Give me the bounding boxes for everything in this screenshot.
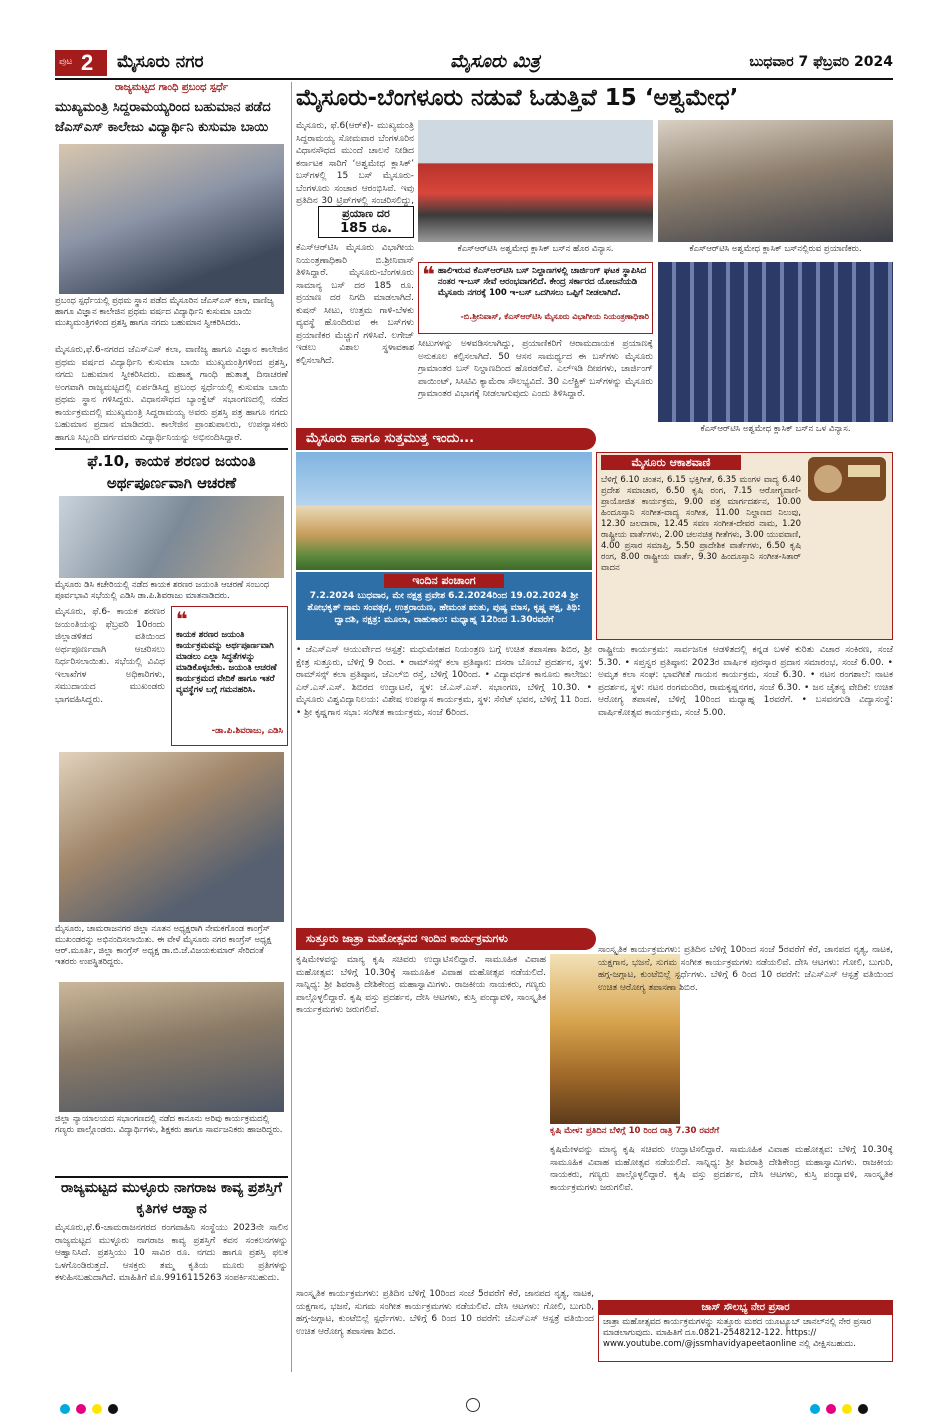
jayanthi-quote: ಕಾಯಕ ಶರಣರ ಜಯಂತಿ ಕಾರ್ಯಕ್ರಮವನ್ನು ಅರ್ಥಪೂರ್ಣವಾಗಿ ಮಾಡಲು ಎಲ್ಲಾ ಸಿದ್ಧತೆಗಳನ್ನು ಮಾಡಿಕೊಳ್ಳಬೇಕು. ಜಯಂತಿ ಆಚರಣೆ ಕಾರ್ಯಕ್ರಮದ ವೇದಿಕೆ ಹಾಗೂ ಇತರೆ ವ್ಯವಸ್ಥೆಗಳ ಬಗ್ಗೆ ಗಮನಹರಿಸಿ.	[176, 630, 277, 695]
story-headline: ಮುಖ್ಯಮಂತ್ರಿ ಸಿದ್ದರಾಮಯ್ಯರಿಂದ ಬಹುಮಾನ ಪಡೆದ ಜೆಎಸ್‌ಎಸ್ ಕಾಲೇಜು ವಿದ್ಯಾರ್ಥಿನಿ ಕುಸುಮಾ ಬಾಯಿ	[55, 100, 271, 135]
suttur-tail: ಸಾಂಸ್ಕೃತಿಕ ಕಾರ್ಯಕ್ರಮಗಳು: ಪ್ರತಿದಿನ ಬೆಳಿಗ್ಗೆ 10ರಿಂದ ಸಂಜೆ 5ರವರೆಗೆ ಕೆರೆ, ಜಾನಪದ ನೃತ್ಯ, ನಾಟಕ, ಯಕ್ಷಗಾನ, ಭಜನೆ, ಸುಗಮ ಸಂಗೀತ ಕಾರ್ಯಕ್ರಮಗಳು ನಡೆಯಲಿವೆ. ದೇಸಿ ಆಟಗಳು: ಗೋಲಿ, ಬುಗುರಿ, ಹಗ್ಗ-ಜಗ್ಗಾಟ, ಕುಂಟೆಬಿಲ್ಲೆ ಸ್ಪರ್ಧೆಗಳು. ಬೆಳಿಗ್ಗೆ 6 ರಿಂದ 10 ರವರೆಗೆ: ಜೆಎಸ್‌ಎಸ್ ಆಸ್ಪತ್ರೆ ವತಿಯಿಂದ ಉಚಿತ ಆರೋಗ್ಯ ತಪಾಸಣಾ ಶಿಬಿರ.	[296, 1289, 594, 1337]
poetry-headline: ರಾಜ್ಯಮಟ್ಟದ ಮುಳ್ಳೂರು ನಾಗರಾಜ ಕಾವ್ಯ ಪ್ರಶಸ್ತಿಗೆ ಕೃತಿಗಳ ಆಹ್ವಾನ	[55, 1176, 288, 1220]
magenta-mark-icon	[826, 1404, 836, 1414]
live-stream-title: ಜಾಸ್ ಸೌಲಭ್ಯ ನೇರ ಪ್ರಸಾರ	[599, 1301, 892, 1315]
magenta-mark-icon	[76, 1404, 86, 1414]
poetry-body: ಮೈಸೂರು,ಫೆ.6-ಚಾಮರಾಜನಗರದ ರಂಗವಾಹಿನಿ ಸಂಸ್ಥೆಯು 2023ನೇ ಸಾಲಿನ ರಾಜ್ಯಮಟ್ಟದ ಮುಳ್ಳೂರು ನಾಗರಾಜ ಕಾವ್ಯ ಪ್ರಶಸ್ತಿಗೆ ಕವನ ಸಂಕಲನಗಳನ್ನು ಆಹ್ವಾನಿಸಿದೆ. ಪ್ರಶಸ್ತಿಯು 10 ಸಾವಿರ ರೂ. ನಗದು ಹಾಗೂ ಪ್ರಶಸ್ತಿ ಫಲಕ ಒಳಗೊಂಡಿರುತ್ತದೆ. ಆಸಕ್ತರು ತಮ್ಮ ಕೃತಿಯ ಮೂರು ಪ್ರತಿಗಳನ್ನು ಕಳುಹಿಸಬಹುದಾಗಿದೆ. ಮಾಹಿತಿಗೆ ಮೊ.9916115263 ಸಂಪರ್ಕಿಸಬಹುದು.	[55, 1223, 288, 1283]
live-stream-box	[598, 1300, 893, 1362]
masthead-rule	[55, 78, 893, 80]
left-column	[55, 82, 288, 1372]
congress-caption: ಮೈಸೂರು, ಚಾಮರಾಜನಗರ ಜಿಲ್ಲಾ ನೂತನ ಅಧ್ಯಕ್ಷರಾಗಿ ನೇಮಕಗೊಂಡ ಕಾಂಗ್ರೆಸ್ ಮುಖಂಡರನ್ನು ಅಭಿನಂದಿಸಲಾಯಿತು. ಈ ವೇಳೆ ಮೈಸೂರು ನಗರ ಕಾಂಗ್ರೆಸ್ ಅಧ್ಯಕ್ಷ ಆರ್.ಮೂರ್ತಿ, ಜಿಲ್ಲಾ ಕಾಂಗ್ರೆಸ್ ಅಧ್ಯಕ್ಷ ಡಾ.ಬಿ.ಜೆ.ವಿಜಯಕುಮಾರ್ ಸೇರಿದಂತೆ ಇತರರು ಉಪಸ್ಥಿತರಿದ್ದರು.	[55, 924, 272, 967]
bus-interior-photo	[658, 262, 893, 422]
yellow-mark-icon	[92, 1404, 102, 1414]
black-mark-icon	[858, 1404, 868, 1414]
column-divider	[291, 82, 292, 1372]
bus-interior-caption: ಕೆಎಸ್‌ಆರ್‌ಟಿಸಿ ಅಶ್ವಮೇಧ ಕ್ಲಾಸಿಕ್ ಬಸ್‌ನ ಒಳ ವಿನ್ಯಾಸ.	[700, 424, 851, 434]
cyan-mark-icon	[810, 1404, 820, 1414]
bus-passengers-caption: ಕೆಎಸ್‌ಆರ್‌ಟಿಸಿ ಅಶ್ವಮೇಧ ಕ್ಲಾಸಿಕ್ ಬಸ್‌ನಲ್ಲಿರುವ ಪ್ರಯಾಣಿಕರು.	[689, 244, 862, 254]
radio-schedule: ಬೆಳಿಗ್ಗೆ 6.10 ಚಿಂತನ, 6.15 ಭಕ್ತಿಗೀತೆ, 6.35 ಮಂಗಳ ವಾದ್ಯ 6.40 ಪ್ರದೇಶ ಸಮಾಚಾರ, 6.50 ಕೃಷಿ ರಂಗ, 7.15 ಆರೋಗ್ಯವಾಣಿ-ಪ್ರಾಯೋಜಿತ ಕಾರ್ಯಕ್ರಮ, 9.00 ಪತ್ರ ಮಾರ್ಗದರ್ಶನ, 10.00 ಹಿಂದೂಸ್ತಾನಿ ಸಂಗೀತ-ವಾದ್ಯ ಸಂಗೀತ, 11.00 ನಿಲ್ದಾಣದ ನಿಲುವು, 12.30 ಜಲದಾರಾ, 12.45 ಸವಣ ಸಂಗೀತ-ದೇವರ ನಾಮ, 1.20 ರಾಷ್ಟ್ರೀಯ ವಾರ್ತೆಗಳು, 2.00 ಚಲನಚಿತ್ರ ಗೀತೆಗಳು, 3.00 ಯುವವಾಣಿ, 4.00 ಪ್ರಸಾರ ಸಮಾಪ್ತಿ, 5.50 ಪ್ರಾದೇಶಿಕ ವಾರ್ತೆಗಳು, 6.50 ಕೃಷಿ ರಂಗ, 8.00 ರಾಷ್ಟ್ರೀಯ ವಾರ್ತೆ, 9.30 ಹಿಂದೂಸ್ತಾನಿ ಸಂಗೀತ-ಸಿತಾರ್ ವಾದನ	[601, 475, 801, 573]
suttur-body: ಕೃಷಿಮೇಳವನ್ನು ಮಾನ್ಯ ಕೃಷಿ ಸಚಿವರು ಉದ್ಘಾಟಿಸಲಿದ್ದಾರೆ. ಸಾಮೂಹಿಕ ವಿವಾಹ ಮಹೋತ್ಸವ: ಬೆಳಿಗ್ಗೆ 10.30ಕ್ಕೆ ಸಾಮೂಹಿಕ ವಿವಾಹ ಮಹೋತ್ಸವ ನಡೆಯಲಿದೆ. ಸಾನ್ನಿಧ್ಯ: ಶ್ರೀ ಶಿವರಾತ್ರಿ ದೇಶಿಕೇಂದ್ರ ಮಹಾಸ್ವಾಮಿಗಳು. ರಾಜಕೀಯ ನಾಯಕರು, ಗಣ್ಯರು ಪಾಲ್ಗೊಳ್ಳಲಿದ್ದಾರೆ. ಕೃಷಿ ವಸ್ತು ಪ್ರದರ್ಶನ, ದೇಸಿ ಆಟಗಳು, ಕುಸ್ತಿ ಪಂದ್ಯಾವಳಿ, ಸಾಂಸ್ಕೃತಿಕ ಕಾರ್ಯಕ್ರಮಗಳು ಜರುಗಲಿವೆ.	[296, 955, 546, 1015]
meeting-caption: ಮೈಸೂರು ಡಿಸಿ ಕಚೇರಿಯಲ್ಲಿ ನಡೆದ ಕಾಯಕ ಶರಣರ ಜಯಂತಿ ಆಚರಣೆ ಸಂಬಂಧ ಪೂರ್ವಭಾವಿ ಸಭೆಯಲ್ಲಿ ಎಡಿಸಿ ಡಾ.ಪಿ.ಶಿವರಾಜು ಮಾತನಾಡಿದರು.	[55, 580, 270, 601]
award-photo	[59, 144, 284, 294]
award-caption: ಪ್ರಬಂಧ ಸ್ಪರ್ಧೆಯಲ್ಲಿ ಪ್ರಥಮ ಸ್ಥಾನ ಪಡೆದ ಮೈಸೂರಿನ ಜೆಎಸ್‌ಎಸ್ ಕಲಾ, ವಾಣಿಜ್ಯ ಹಾಗೂ ವಿಜ್ಞಾನ ಕಾಲೇಜಿನ ಪ್ರಥಮ ವರ್ಷದ ವಿದ್ಯಾರ್ಥಿನಿ ಕುಸುಮಾ ಬಾಯಿ ಮುಖ್ಯಮಂತ್ರಿಗಳಿಂದ ಪ್ರಶಸ್ತಿ ಹಾಗೂ ನಗದು ಬಹುಮಾನ ಸ್ವೀಕರಿಸಿದರು.	[55, 296, 274, 328]
suttur-body-3: ಕೃಷಿಮೇಳವನ್ನು ಮಾನ್ಯ ಕೃಷಿ ಸಚಿವರು ಉದ್ಘಾಟಿಸಲಿದ್ದಾರೆ. ಸಾಮೂಹಿಕ ವಿವಾಹ ಮಹೋತ್ಸವ: ಬೆಳಿಗ್ಗೆ 10.30ಕ್ಕೆ ಸಾಮೂಹಿಕ ವಿವಾಹ ಮಹೋತ್ಸವ ನಡೆಯಲಿದೆ. ಸಾನ್ನಿಧ್ಯ: ಶ್ರೀ ಶಿವರಾತ್ರಿ ದೇಶಿಕೇಂದ್ರ ಮಹಾಸ್ವಾಮಿಗಳು. ರಾಜಕೀಯ ನಾಯಕರು, ಗಣ್ಯರು ಪಾಲ್ಗೊಳ್ಳಲಿದ್ದಾರೆ. ಕೃಷಿ ವಸ್ತು ಪ್ರದರ್ಶನ, ದೇಸಿ ಆಟಗಳು, ಕುಸ್ತಿ ಪಂದ್ಯಾವಳಿ, ಸಾಂಸ್ಕೃತಿಕ ಕಾರ್ಯಕ್ರಮಗಳು ಜರುಗಲಿವೆ.	[550, 1145, 893, 1193]
registration-marks-bottom-left	[60, 1404, 130, 1414]
live-stream-text[interactable]: ಜಾತ್ರಾ ಮಹೋತ್ಸವದ ಕಾರ್ಯಕ್ರಮಗಳನ್ನು ಸುತ್ತೂರು ಮಠದ ಯೂಟ್ಯೂಬ್ ಚಾನಲ್‌ನಲ್ಲಿ ನೇರ ಪ್ರಸಾರ ಮಾಡಲಾಗುವುದು. ಮಾಹಿತಿಗೆ ದೂ.0821-2548212-122. https:// www.youtube.com/@jssmhavidyapeetaonline ನಲ್ಲಿ ವೀಕ್ಷಿಸಬಹುದು.	[603, 1317, 872, 1349]
around-today-header	[296, 428, 596, 450]
quote-mark-icon: ❝	[422, 263, 435, 288]
black-mark-icon	[108, 1404, 118, 1414]
suttur-krishi-mela: ಕೃಷಿ ಮೇಳ: ಪ್ರತಿದಿನ ಬೆಳಿಗ್ಗೆ 10 ರಿಂದ ರಾತ್ರಿ 7.30 ರವರೆಗೆ	[550, 1126, 720, 1136]
bus-exterior-photo	[418, 120, 653, 242]
fare-value: 185 ರೂ.	[340, 221, 392, 236]
panchanga-box	[296, 572, 592, 640]
suttur-body-2: ಸಾಂಸ್ಕೃತಿಕ ಕಾರ್ಯಕ್ರಮಗಳು: ಪ್ರತಿದಿನ ಬೆಳಿಗ್ಗೆ 10ರಿಂದ ಸಂಜೆ 5ರವರೆಗೆ ಕೆರೆ, ಜಾನಪದ ನೃತ್ಯ, ನಾಟಕ, ಯಕ್ಷಗಾನ, ಭಜನೆ, ಸುಗಮ ಸಂಗೀತ ಕಾರ್ಯಕ್ರಮಗಳು ನಡೆಯಲಿವೆ. ದೇಸಿ ಆಟಗಳು: ಗೋಲಿ, ಬುಗುರಿ, ಹಗ್ಗ-ಜಗ್ಗಾಟ, ಕುಂಟೆಬಿಲ್ಲೆ ಸ್ಪರ್ಧೆಗಳು. ಬೆಳಿಗ್ಗೆ 6 ರಿಂದ 10 ರವರೆಗೆ: ಜೆಎಸ್‌ಎಸ್ ಆಸ್ಪತ್ರೆ ವತಿಯಿಂದ ಉಚಿತ ಆರೋಗ್ಯ ತಪಾಸಣಾ ಶಿಬಿರ.	[598, 945, 893, 993]
jayanthi-quote-by: -ಡಾ.ಪಿ.ಶಿವರಾಜು, ಎಡಿಸಿ	[211, 726, 283, 736]
registration-marks-bottom-right	[810, 1404, 880, 1414]
fare-box	[318, 206, 414, 238]
lead-body-2: ಕೆಎಸ್ಆರ್‌ಟಿಸಿ ಮೈಸೂರು ವಿಭಾಗೀಯ ನಿಯಂತ್ರಣಾಧಿಕಾರಿ ಬಿ.ಶ್ರೀನಿವಾಸ್ ತಿಳಿಸಿದ್ದಾರೆ. ಮೈಸೂರು-ಬೆಂಗಳೂರು ಸಾಮಾನ್ಯ ಬಸ್ ದರ 185 ರೂ. ಪ್ರಯಾಣ ದರ ನಿಗದಿ ಮಾಡಲಾಗಿದೆ. ಕುಷನ್ ಸೀಟು, ಉತ್ತಮ ಗಾಳಿ-ಬೆಳಕು ವ್ಯವಸ್ಥೆ ಹೊಂದಿರುವ ಈ ಬಸ್‌ಗಳು ಪ್ರಯಾಣಿಕರ ಮೆಚ್ಚುಗೆ ಗಳಿಸಿವೆ. ಲಗೇಜ್ ಇಡಲು ವಿಶಾಲ ಸ್ಥಳಾವಕಾಶ ಕಲ್ಪಿಸಲಾಗಿದೆ.	[296, 243, 414, 366]
lead-quote: ಹಾಲಿಇರುವ ಕೆಎಸ್‌ಆರ್‌ಟಿಸಿ ಬಸ್ ನಿಲ್ದಾಣಗಳಲ್ಲಿ ಚಾರ್ಜಿಂಗ್ ಘಟಕ ಸ್ಥಾಪಿಸಿದ ನಂತರ ಇ-ಬಸ್ ಸೇವೆ ಆರಂಭವಾಗಲಿದೆ. ಕೇಂದ್ರ ಸರ್ಕಾರದ ಯೋಜನೆಯಡಿ ಮೈಸೂರು ನಗರಕ್ಕೆ 100 ಇ-ಬಸ್ ಒದಗಿಸಲು ಒಪ್ಪಿಗೆ ನೀಡಲಾಗಿದೆ.	[437, 266, 647, 298]
radio-title: ಮೈಸೂರು ಆಕಾಶವಾಣಿ	[601, 455, 741, 470]
page-number: 2	[81, 50, 94, 75]
radio-icon	[808, 457, 886, 501]
lead-quote-box	[418, 262, 653, 334]
meeting-photo	[59, 496, 284, 578]
issue-date: ಬುಧವಾರ 7 ಫೆಬ್ರವರಿ 2024	[749, 54, 893, 70]
fare-label: ಪ್ರಯಾಣ ದರ	[342, 207, 390, 220]
registration-mark-bottom-center	[466, 1398, 480, 1412]
lead-body: ಮೈಸೂರು, ಫೆ.6(ಆರ್‌ಕೆ)- ಮುಖ್ಯಮಂತ್ರಿ ಸಿದ್ದರಾಮಯ್ಯ ಸೋಮವಾರ ಬೆಂಗಳೂರಿನ ವಿಧಾನಸೌಧದ ಮುಂದೆ ಚಾಲನೆ ನೀಡಿದ ಕರ್ನಾಟಕ ಸಾರಿಗೆ ‘ಅಶ್ವಮೇಧ ಕ್ಲಾಸಿಕ್’ ಬಸ್‌ಗಳಲ್ಲಿ 15 ಬಸ್ ಮೈಸೂರು-ಬೆಂಗಳೂರು ಸಂಚಾರ ಆರಂಭಿಸಿವೆ. ಇವು ಪ್ರತಿದಿನ 30 ಟ್ರಿಪ್‌ಗಳಲ್ಲಿ ಸಂಚರಿಸಲಿದ್ದು,	[296, 121, 414, 206]
jayanthi-quote-box	[171, 606, 288, 746]
quote-mark-icon: ❝	[176, 607, 188, 631]
page-number-badge	[55, 50, 107, 76]
around-today-title: ಮೈಸೂರು ಹಾಗೂ ಸುತ್ತಮುತ್ತ ಇಂದು...	[306, 431, 475, 446]
events-list: • ಜೆಎಸ್‌ಎಸ್ ಆಯುರ್ವೇದ ಆಸ್ಪತ್ರೆ: ಮಧುಮೇಹದ ನಿಯಂತ್ರಣ ಬಗ್ಗೆ ಉಚಿತ ತಪಾಸಣಾ ಶಿಬಿರ, ಶ್ರೀ ಕ್ಷೇತ್ರ ಸುತ್ತೂರು, ಬೆಳಿಗ್ಗೆ 9 ರಿಂದ. • ರಾಮ್‌ಸನ್ಸ್ ಕಲಾ ಪ್ರತಿಷ್ಠಾನ: ದಸರಾ ಬೊಂಬೆ ಪ್ರದರ್ಶನ, ಸ್ಥಳ: ರಾಮ್‌ಸನ್ಸ್ ಕಲಾ ಪ್ರತಿಷ್ಠಾನ, ಜೆಎಲ್‌ಬಿ ರಸ್ತೆ, ಬೆಳಿಗ್ಗೆ 10ರಿಂದ. • ವಿದ್ಯಾವರ್ಧಕ ಕಾನೂನು ಕಾಲೇಜು: ಎನ್.ಎಸ್.ಎಸ್. ಶಿಬಿರದ ಉದ್ಘಾಟನೆ, ಸ್ಥಳ: ಜೆ.ಎಸ್.ಎಸ್. ಸಭಾಂಗಣ, ಬೆಳಿಗ್ಗೆ 10.30. • ಮೈಸೂರು ವಿಶ್ವವಿದ್ಯಾನಿಲಯ: ವಿಶೇಷ ಉಪನ್ಯಾಸ ಕಾರ್ಯಕ್ರಮ, ಸ್ಥಳ: ಸೆನೆಟ್ ಭವನ, ಬೆಳಿಗ್ಗೆ 11 ರಿಂದ. • ಶ್ರೀ ಕೃಷ್ಣಗಾನ ಸಭಾ: ಸಂಗೀತ ಕಾರ್ಯಕ್ರಮ, ಸಂಜೆ 6ರಿಂದ.	[296, 645, 592, 718]
jayanthi-body: ಮೈಸೂರು, ಫೆ.6- ಕಾಯಕ ಶರಣರ ಜಯಂತಿಯನ್ನು ಫೆಬ್ರವರಿ 10ರಂದು ಜಿಲ್ಲಾಡಳಿತದ ವತಿಯಿಂದ ಅರ್ಥಪೂರ್ಣವಾಗಿ ಆಚರಿಸಲು ನಿರ್ಧರಿಸಲಾಯಿತು. ಸಭೆಯಲ್ಲಿ ವಿವಿಧ ಇಲಾಖೆಗಳ ಅಧಿಕಾರಿಗಳು, ಸಮುದಾಯದ ಮುಖಂಡರು ಭಾಗವಹಿಸಿದ್ದರು.	[55, 607, 165, 705]
jayanthi-headline: ಫೆ.10, ಕಾಯಕ ಶರಣರ ಜಯಂತಿ ಅರ್ಥಪೂರ್ಣವಾಗಿ ಆಚರಣೆ	[55, 448, 288, 492]
events-list-2: ರಾಷ್ಟ್ರೀಯ ಕಾರ್ಯಕ್ರಮ: ಸಾರ್ವಜನಿಕ ಆಡಳಿತದಲ್ಲಿ ಕನ್ನಡ ಬಳಕೆ ಕುರಿತು ವಿಚಾರ ಸಂಕಿರಣ, ಸಂಜೆ 5.30. • ಸಪ್ತಸ್ವರ ಪ್ರತಿಷ್ಠಾನ: 2023ರ ವಾರ್ಷಿಕ ಪುರಸ್ಕಾರ ಪ್ರದಾನ ಸಮಾರಂಭ, ಸಂಜೆ 6.00. • ಅಮೃತ ಕಲಾ ಸಂಘ: ಭಾವಗೀತೆ ಗಾಯನ ಕಾರ್ಯಕ್ರಮ, ಸಂಜೆ 6.30. • ನಟನ ರಂಗಶಾಲೆ: ನಾಟಕ ಪ್ರದರ್ಶನ, ಸ್ಥಳ: ನಟನ ರಂಗಮಂದಿರ, ರಾಮಕೃಷ್ಣನಗರ, ಸಂಜೆ 6.30. • ಜನ ಚೈತನ್ಯ ವೇದಿಕೆ: ಉಚಿತ ಆರೋಗ್ಯ ತಪಾಸಣೆ, ಬೆಳಿಗ್ಗೆ 10ರಿಂದ ಮಧ್ಯಾಹ್ನ 1ರವರೆಗೆ. • ಬಸವನಗುಡಿ ವಿದ್ಯಾಸಂಸ್ಥೆ: ವಾರ್ಷಿಕೋತ್ಸವ ಕಾರ್ಯಕ್ರಮ, ಸಂಜೆ 5.00.	[598, 645, 893, 718]
court-photo	[59, 982, 284, 1112]
panchanga-title: ಇಂದಿನ ಪಂಚಾಂಗ	[384, 574, 504, 588]
award-body: ಮೈಸೂರು,ಫೆ.6-ನಗರದ ಜೆಎಸ್‌ಎಸ್ ಕಲಾ, ವಾಣಿಜ್ಯ ಹಾಗೂ ವಿಜ್ಞಾನ ಕಾಲೇಜಿನ ಪ್ರಥಮ ವರ್ಷದ ವಿದ್ಯಾರ್ಥಿನಿ ಕುಸುಮಾ ಬಾಯಿ ಮುಖ್ಯಮಂತ್ರಿಗಳಿಂದ ಪ್ರಶಸ್ತಿ, ನಗದು ಬಹುಮಾನ ಸ್ವೀಕರಿಸಿದರು. ಮಹಾತ್ಮ ಗಾಂಧಿ ಹುತಾತ್ಮ ದಿನಾಚರಣೆ ಅಂಗವಾಗಿ ರಾಜ್ಯಮಟ್ಟದಲ್ಲಿ ಏರ್ಪಡಿಸಿದ್ದ ಪ್ರಬಂಧ ಸ್ಪರ್ಧೆಯಲ್ಲಿ ಕುಸುಮಾ ಬಾಯಿ ಪ್ರಥಮ ಸ್ಥಾನ ಗಳಿಸಿದ್ದರು. ವಿಧಾನಸೌಧದ ಬ್ಯಾಂಕ್ವೆಟ್ ಸಭಾಂಗಣದಲ್ಲಿ ನಡೆದ ಕಾರ್ಯಕ್ರಮದಲ್ಲಿ ಮುಖ್ಯಮಂತ್ರಿ ಸಿದ್ದರಾಮಯ್ಯ ಅವರು ಪ್ರಶಸ್ತಿ ಪತ್ರ ಹಾಗೂ ನಗದು ಬಹುಮಾನ ಪ್ರದಾನ ಮಾಡಿದರು. ಕಾಲೇಜಿನ ಪ್ರಾಂಶುಪಾಲರು, ಉಪನ್ಯಾಸಕರು ಹಾಗೂ ಸಿಬ್ಬಂದಿ ವರ್ಗದವರು ವಿದ್ಯಾರ್ಥಿನಿಯನ್ನು ಅಭಿನಂದಿಸಿದ್ದಾರೆ.	[55, 345, 288, 443]
masthead	[55, 50, 893, 78]
palace-photo	[296, 452, 592, 570]
lead-body-3: ಸೀಟುಗಳನ್ನು ಅಳವಡಿಸಲಾಗಿದ್ದು, ಪ್ರಯಾಣಿಕರಿಗೆ ಆರಾಮದಾಯಕ ಪ್ರಯಾಣಕ್ಕೆ ಅನುಕೂಲ ಕಲ್ಪಿಸಲಾಗಿದೆ. 50 ಆಸನ ಸಾಮರ್ಥ್ಯದ ಈ ಬಸ್‌ಗಳು ಮೈಸೂರು ಗ್ರಾಮಾಂತರ ಬಸ್ ನಿಲ್ದಾಣದಿಂದ ಹೊರಡಲಿವೆ. ಎಲ್‌ಇಡಿ ದೀಪಗಳು, ಚಾರ್ಜಿಂಗ್ ಪಾಯಿಂಟ್, ಸಿಸಿಟಿವಿ ಕ್ಯಾಮೆರಾ ಸೌಲಭ್ಯವಿದೆ. 30 ಎಲೆಕ್ಟ್ರಿಕ್ ಬಸ್‌ಗಳನ್ನು ಮೈಸೂರು ಗ್ರಾಮಾಂತರ ವಿಭಾಗಕ್ಕೆ ನೀಡಲಾಗುವುದು ಎಂದು ತಿಳಿಸಿದ್ದಾರೆ.	[418, 339, 653, 399]
bus-exterior-caption: ಕೆಎಸ್‌ಆರ್‌ಟಿಸಿ ಅಶ್ವಮೇಧ ಕ್ಲಾಸಿಕ್ ಬಸ್‌ನ ಹೊರ ವಿನ್ಯಾಸ.	[457, 244, 614, 254]
court-caption: ಜಿಲ್ಲಾ ನ್ಯಾಯಾಲಯದ ಸಭಾಂಗಣದಲ್ಲಿ ನಡೆದ ಕಾನೂನು ಅರಿವು ಕಾರ್ಯಕ್ರಮದಲ್ಲಿ ಗಣ್ಯರು ಪಾಲ್ಗೊಂಡರು. ವಿದ್ಯಾರ್ಥಿಗಳು, ಶಿಕ್ಷಕರು ಹಾಗೂ ಸಾರ್ವಜನಿಕರು ಹಾಜರಿದ್ದರು.	[55, 1114, 283, 1135]
cyan-mark-icon	[60, 1404, 70, 1414]
lead-headline: ಮೈಸೂರು-ಬೆಂಗಳೂರು ನಡುವೆ ಓಡುತ್ತಿವೆ 15 ‘ಅಶ್ವಮೇಧ’	[296, 85, 739, 111]
section-title: ಮೈಸೂರು ನಗರ	[117, 52, 204, 72]
paper-name: ಮೈಸೂರು ಮಿತ್ರ	[450, 51, 540, 72]
suttur-title: ಸುತ್ತೂರು ಜಾತ್ರಾ ಮಹೋತ್ಸವದ ಇಂದಿನ ಕಾರ್ಯಕ್ರಮಗಳು	[306, 932, 508, 945]
suttur-header	[296, 928, 596, 950]
congress-photo	[59, 752, 284, 922]
radio-box	[596, 452, 893, 640]
story-kicker: ರಾಜ್ಯಮಟ್ಟದ ಗಾಂಧಿ ಪ್ರಬಂಧ ಸ್ಪರ್ಧೆ	[114, 82, 229, 93]
lead-quote-by: -ಬಿ.ಶ್ರೀನಿವಾಸ್, ಕೆಎಸ್‌ಆರ್‌ಟಿಸಿ ಮೈಸೂರು ವಿಭಾಗೀಯ ನಿಯಂತ್ರಣಾಧಿಕಾರಿ	[460, 312, 649, 321]
bus-passengers-photo	[658, 120, 893, 242]
page-label: ಪುಟ	[59, 57, 73, 67]
panchanga-text: 7.2.2024 ಬುಧವಾರ, ಮೇ ನಕ್ಷತ್ರ ಪ್ರವೇಶ 6.2.2024ರಿಂದ 19.02.2024 ಶ್ರೀ ಶೋಭಕೃತ್ ನಾಮ ಸಂವತ್ಸರ, ಉತ್ತರಾಯಣ, ಹೇಮಂತ ಋತು, ಪುಷ್ಯ ಮಾಸ, ಕೃಷ್ಣ ಪಕ್ಷ, ತಿಥಿ: ದ್ವಾದಶಿ, ನಕ್ಷತ್ರ: ಮೂಲಾ, ರಾಹುಕಾಲ: ಮಧ್ಯಾಹ್ನ 12ರಿಂದ 1.30ರವರೆಗೆ	[307, 591, 581, 625]
yellow-mark-icon	[842, 1404, 852, 1414]
